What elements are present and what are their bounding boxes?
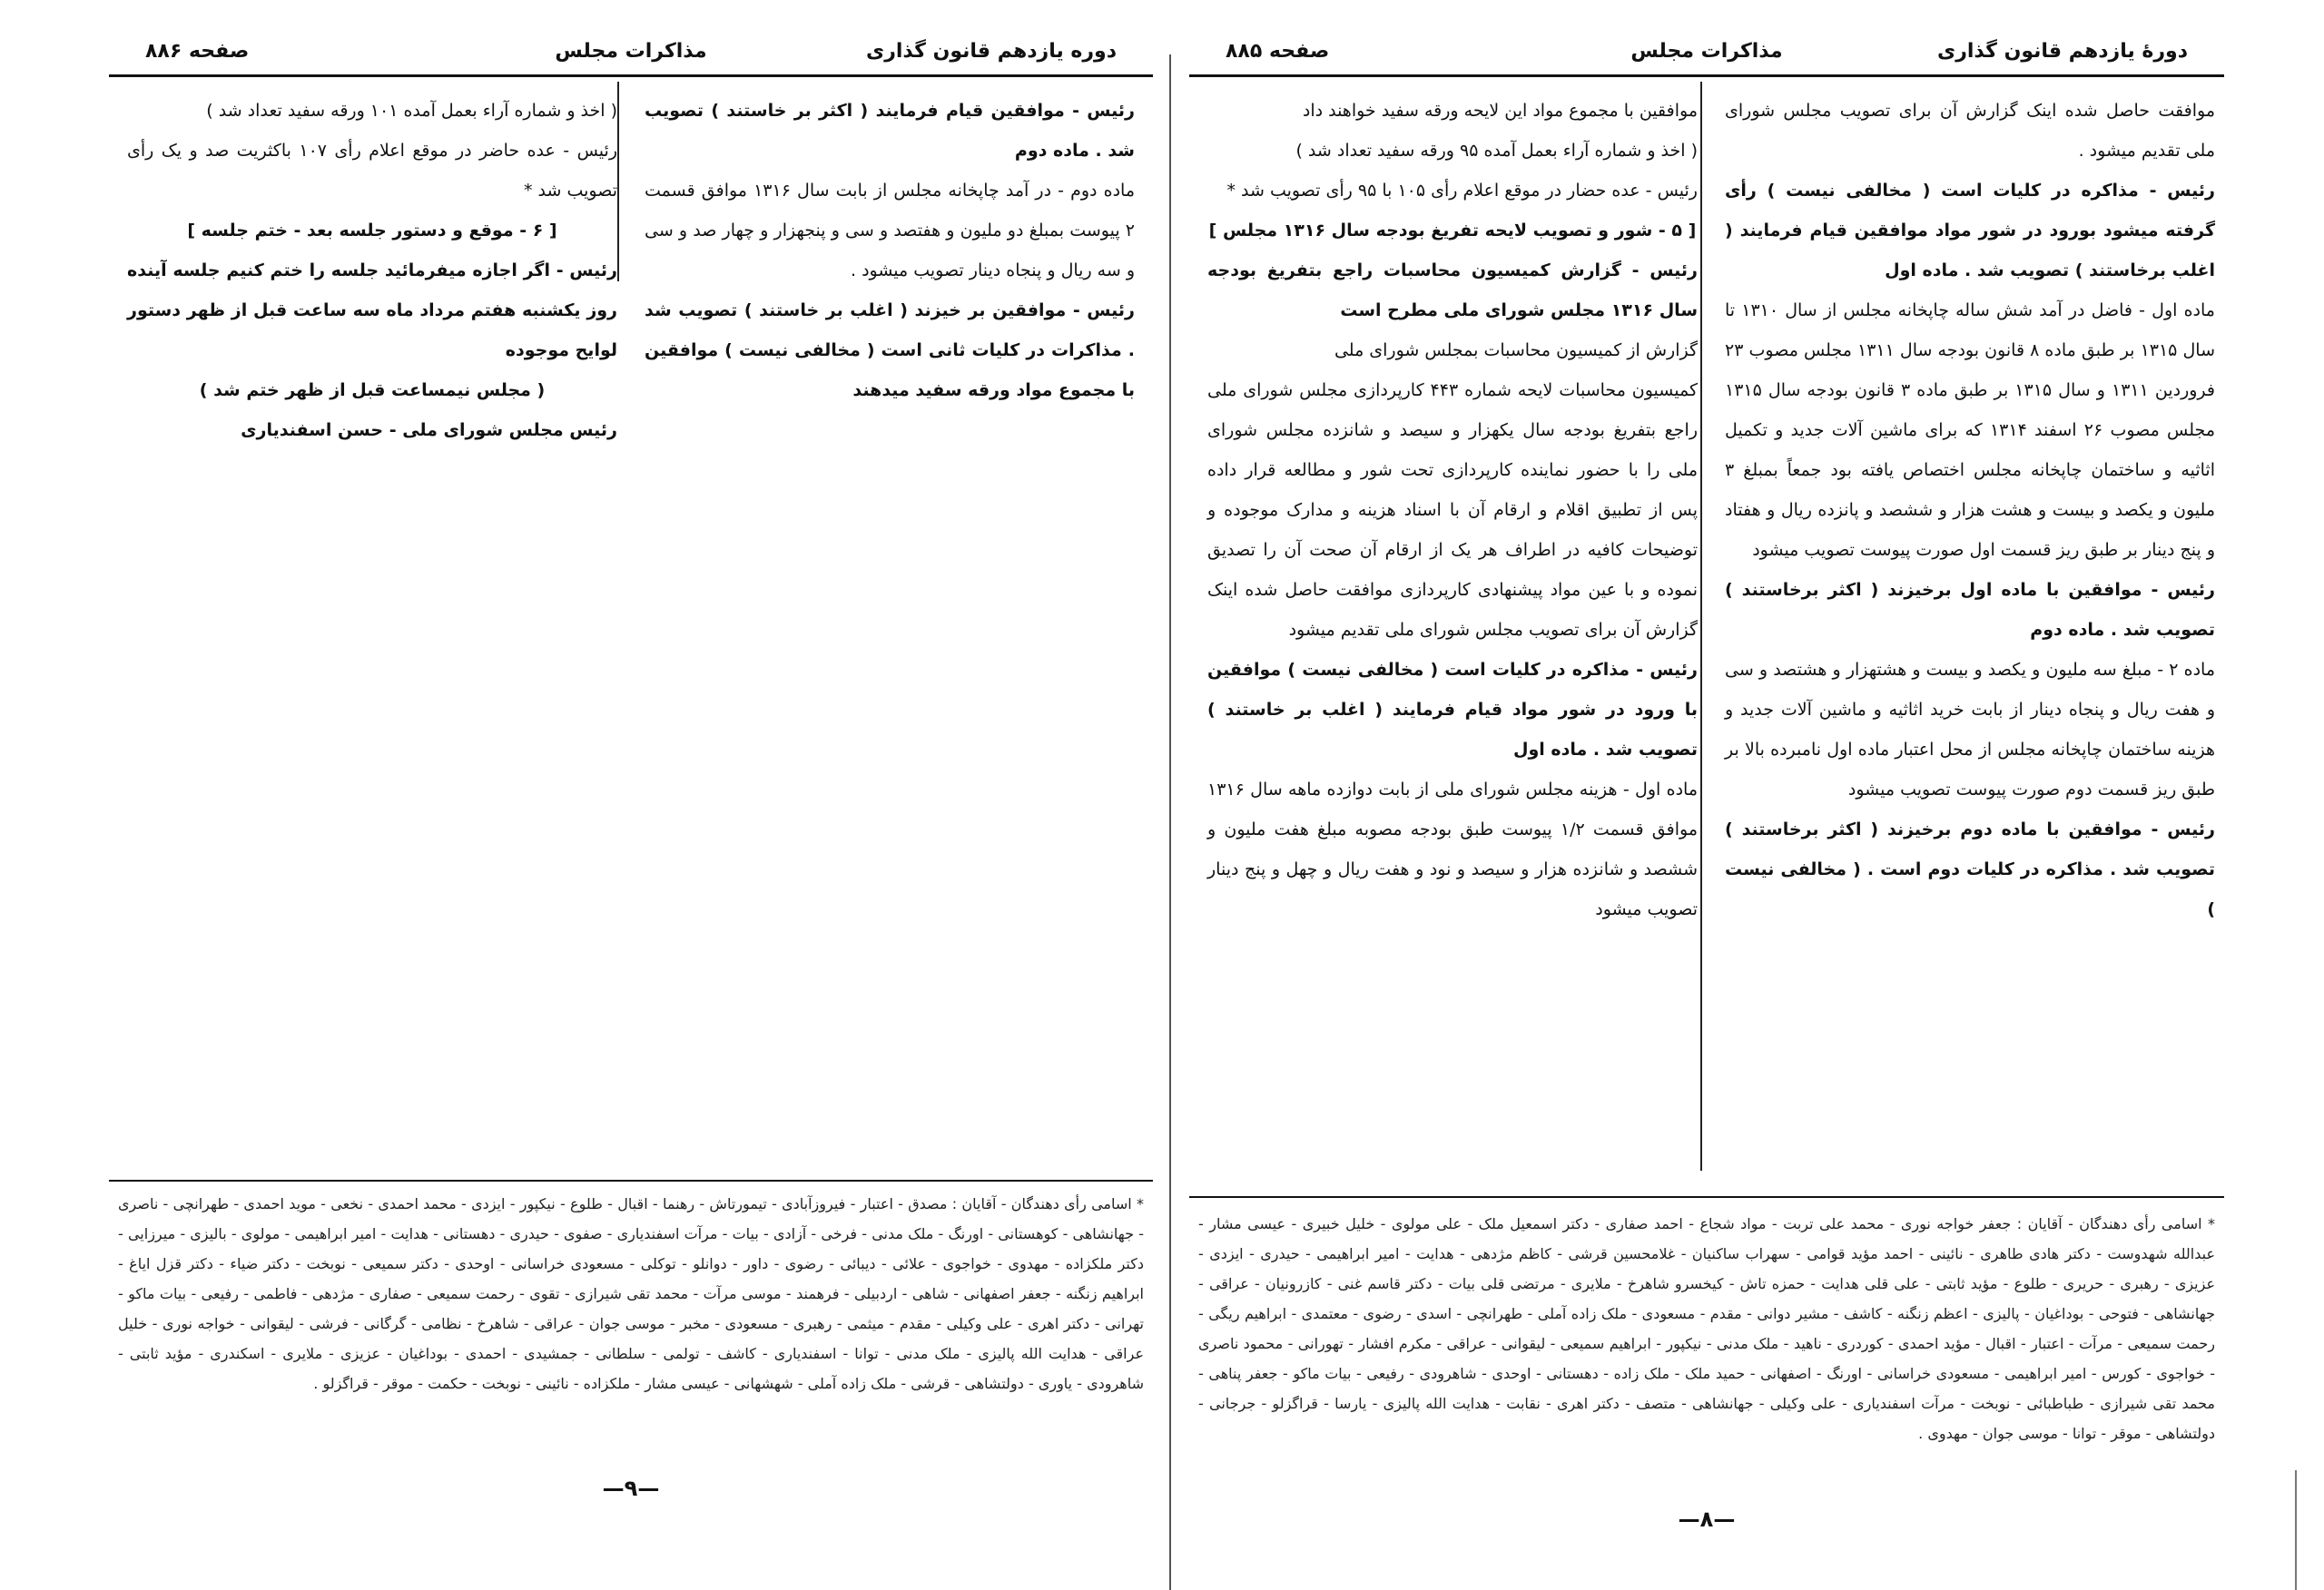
header-session: دورهٔ یازدهم قانون گذاری — [1937, 40, 2188, 63]
page-number: —۸— — [1678, 1507, 1736, 1532]
header-rule — [1189, 74, 2224, 77]
page-number: —۹— — [602, 1476, 660, 1501]
page-header — [109, 36, 1153, 73]
footnote-rule — [1189, 1196, 2224, 1198]
paragraph: ( اخذ و شماره آراء بعمل آمده ۱۰۱ ورقه سفید تعداد شد ) — [206, 101, 617, 121]
header-title: مذاکرات مجلس — [555, 40, 707, 63]
paragraph: ماده اول - فاضل در آمد شش ساله چاپخانه مجلس از سال ۱۳۱۰ تا سال ۱۳۱۵ بر طبق ماده ۸ قانون بودجه سال ۱۳۱۱ مجلس مصوب ۲۳ فروردین ۱۳۱۱ و سال ۱۳۱۵ بر طبق ماده ۳ قانون بودجه سال ۱۳۱۵ مجلس مصوب ۲۶ اسفند ۱۳۱۴ که برای ماشین آلات جدید و تکمیل اثاثیه و ساختمان چاپخانه مجلس اختصاص یافته بود جمعاً بمبلغ ۳ ملیون و یکصد و بیست و هشت هزار و ششصد و پانزده ریال و هفتاد و پنج دینار بر طبق ریز قسمت اول صورت پیوست تصویب میشود — [1725, 300, 2215, 560]
paragraph: گزارش از کمیسیون محاسبات بمجلس شورای ملی — [1334, 340, 1698, 360]
header-title: مذاکرات مجلس — [1630, 40, 1783, 63]
paragraph: ماده دوم - در آمد چاپخانه مجلس از بابت سال ۱۳۱۶ موافق قسمت ۲ پیوست بمبلغ دو ملیون و هفتصد و سی و پنجهزار و چهار صد و سی و سه ریال و پنجاه دینار تصویب میشود . — [645, 181, 1135, 280]
paragraph: رئیس - گزارش کمیسیون محاسبات راجع بتفریغ بودجه سال ۱۳۱۶ مجلس شورای ملی مطرح است — [1207, 260, 1698, 320]
paragraph: رئیس - موافقین با ماده دوم برخیزند ( اکثر برخاستند ) تصویب شد . مذاکره در کلیات دوم است . ( مخالفی نیست ) — [1725, 820, 2215, 919]
column-right — [645, 91, 1135, 410]
footnote-rule — [109, 1180, 1153, 1182]
column-divider — [617, 82, 619, 281]
paragraph: موافقین با مجموع مواد این لایحه ورقه سفید خواهند داد — [1302, 101, 1698, 121]
column-left — [1207, 91, 1698, 1180]
paragraph: رئیس - عده حاضر در موقع اعلام رأی ۱۰۷ باکثریت صد و یک رأی تصویب شد * — [127, 141, 618, 201]
left-page — [109, 0, 1153, 1590]
paragraph: ماده ۲ - مبلغ سه ملیون و یکصد و بیست و هشتهزار و هشتصد و سی و هفت ریال و پنجاه دینار از بابت خرید اثاثیه و ماشین آلات جدید و هزینه ساختمان چاپخانه مجلس از محل اعتبار ماده اول نامبرده بالا بر طبق ریز قسمت دوم صورت پیوست تصویب میشود — [1725, 660, 2216, 800]
paragraph: رئیس - موافقین با ماده اول برخیزند ( اکثر برخاستند ) تصویب شد . ماده دوم — [1725, 580, 2215, 640]
page-gutter — [1169, 54, 1171, 1590]
paragraph: [ ۵ - شور و تصویب لایحه تفریغ بودجه سال ۱۳۱۶ مجلس ] — [1208, 221, 1697, 240]
right-page — [1189, 0, 2224, 1590]
column-left — [127, 91, 617, 450]
footnote-voters: * اسامی رأی دهندگان - آقایان : جعفر خواجه نوری - محمد علی تربت - مواد شجاع - احمد صفاری - دکتر اسمعیل ملک - علی مولوی - خلیل خبیری - عیسی مشار - عبدالله شهدوست - دکتر هادی طاهری - نائینی - احمد مؤید قوامی - سهراب ساکنیان - غلامحسین قرشی - کاظم مژدهی - هدایت - امیر ابراهیمی - حیدری - ایزدی - عزیزی - رهبری - حریری - طلوع - مؤید ثابتی - علی قلی هدایت - حمزه تاش - کیخسرو شاهرخ - ملایری - مرتضی قلی بیات - دکتر قاسم غنی - کازرونیان - عراقی - جهانشاهی - فتوحی - بوداغیان - پالیزی - اعظم زنگنه - کاشف - مشیر دوانی - مقدم - مسعودی - ملک زاده آملی - طهرانچی - اسدی - رضوی - معتمدی - ابراهیم ریگی - رحمت سمیعی - مرآت - اعتبار - اقبال - مؤید احمدی - کوردری - ناهید - ملک مدنی - نیکپور - ابراهیم سمیعی - لیقوانی - عراقی - مکرم افشار - تهورانی - محمود ناصری - خواجوی - کورس - امیر ابراهیمی - مسعودی خراسانی - اورنگ - اصفهانی - حمید ملک - ملک زاده - دهستانی - اوحدی - شاهرودی - رفیعی - بیات ماکو - جعفر پناهی - محمد تقی شیرازی - طباطبائی - نوبخت - مرآت اسفندیاری - علی وکیلی - جهانشاهی - متصف - دکتر اهری - نقابت - هدایت الله پالیزی - یارسا - قراگزلو - جرجانی - دولتشاهی - موقر - توانا - موسی جوان - مهدوی . — [1198, 1215, 2215, 1442]
paragraph: موافقت حاصل شده اینک گزارش آن برای تصویب مجلس شورای ملی تقدیم میشود . — [1725, 101, 2215, 161]
header-session: دوره یازدهم قانون گذاری — [866, 40, 1117, 63]
paragraph: ماده اول - هزینه مجلس شورای ملی از بابت دوازده ماهه سال ۱۳۱۶ موافق قسمت ۱/۲ پیوست طبق بودجه مصوبه مبلغ هفت ملیون و ششصد و شانزده هزار و سیصد و نود و هفت ریال و چهل و پنج دینار تصویب میشود — [1207, 780, 1698, 919]
paragraph: رئیس - موافقین بر خیزند ( اغلب بر خاستند ) تصویب شد . مذاکرات در کلیات ثانی است ( مخالفی نیست ) موافقین با مجموع مواد ورقه سفید میدهند — [645, 300, 1135, 400]
footnote-voters: * اسامی رأی دهندگان - آقایان : مصدق - اعتبار - فیروزآبادی - تیمورتاش - رهنما - اقبال - طلوع - نیکپور - ایزدی - محمد احمدی - نخعی - موید احمدی - طهرانچی - ناصری - جهانشاهی - کوهستانی - اورنگ - ملک مدنی - فرخی - آزادی - بیات - مرآت اسفندیاری - صفوی - حیدری - دهستانی - هدایت - امیر ابراهیمی - مولوی - بالیزی - میرزایی - دکتر ملکزاده - مهدوی - خواجوی - علائی - دیبائی - رضوی - داور - دوانلو - توکلی - مسعودی خراسانی - اوحدی - دکتر سمیعی - نوبخت - دکتر ضیاء - دکتر قزل ایاغ - ابراهیم زنگنه - جعفر اصفهانی - شاهی - اردبیلی - فرهمند - موسی مرآت - محمد تقی شیرازی - تقوی - رحمت سمیعی - صفاری - مژدهی - فاطمی - رفیعی - بیات ماکو - تهرانی - دکتر اهری - علی وکیلی - مقدم - میثمی - رهبری - مسعودی - مخبر - موسی جوان - عراقی - شاهرخ - نظامی - گرگانی - فرشی - لیقوانی - خواجه نوری - خلیل عراقی - هدایت الله پالیزی - ملک مدنی - توانا - اسفندیاری - کاشف - تولمی - سلطانی - جمشیدی - احمدی - بوداغیان - عزیزی - ملایری - اسکندری - مؤید ثابتی - شاهرودی - یاوری - دولتشاهی - قرشی - ملک زاده آملی - شهشهانی - عیسی مشار - ملکزاده - نائینی - نوبخت - حکمت - موقر - قراگزلو . — [118, 1195, 1144, 1392]
paragraph: کمیسیون محاسبات لایحه شماره ۴۴۳ کارپردازی مجلس شورای ملی راجع بتفریغ بودجه سال یکهزار و سیصد و شانزده مجلس شورای ملی را با حضور نماینده کارپردازی تحت شور و مطالعه قرار داده پس از تطبیق اقلام و ارقام آن با اسناد هزینه و مدارک موجوده و توضیحات کافیه در اطراف هر یک از ارقام آن صحت آن را تصدیق نموده و با عین مواد پیشنهادی کارپردازی موافقت حاصل شده اینک گزارش آن برای تصویب مجلس شورای ملی تقدیم میشود — [1207, 380, 1698, 640]
page-header — [1189, 36, 2224, 73]
paragraph: رئیس - عده حضار در موقع اعلام رأی ۱۰۵ با ۹۵ رأی تصویب شد * — [1226, 181, 1698, 201]
paragraph: رئیس مجلس شورای ملی - حسن اسفندیاری — [241, 420, 617, 440]
paragraph: رئیس - اگر اجازه میفرمائید جلسه را ختم کنیم جلسه آینده روز یکشنبه هفتم مرداد ماه سه ساعت قبل از ظهر دستور لوایح موجوده — [127, 260, 617, 360]
paragraph: [ ۶ - موقع و دستور جلسه بعد - ختم جلسه ] — [187, 221, 557, 240]
paragraph: رئیس - مذاکره در کلیات است ( مخالفی نیست ) موافقین با ورود در شور مواد قیام فرمایند ( اغلب بر خاستند ) تصویب شد . ماده اول — [1207, 660, 1698, 760]
paragraph: رئیس - موافقین قیام فرمایند ( اکثر بر خاستند ) تصویب شد . ماده دوم — [645, 101, 1135, 161]
page-label: صفحه ۸۸۵ — [1226, 40, 1330, 63]
header-rule — [109, 74, 1153, 77]
paragraph: ( مجلس نیمساعت قبل از ظهر ختم شد ) — [199, 380, 546, 400]
paragraph: رئیس - مذاکره در کلیات است ( مخالفی نیست ) رأی گرفته میشود بورود در شور مواد موافقین قیام فرمایند ( اغلب برخاستند ) تصویب شد . ماده اول — [1725, 181, 2215, 280]
page-edge-mark — [2295, 1470, 2297, 1590]
page-label: صفحه ۸۸۶ — [145, 40, 250, 63]
column-right — [1725, 91, 2215, 929]
column-divider — [1700, 82, 1702, 1171]
paragraph: ( اخذ و شماره آراء بعمل آمده ۹۵ ورقه سفید تعداد شد ) — [1295, 141, 1698, 161]
